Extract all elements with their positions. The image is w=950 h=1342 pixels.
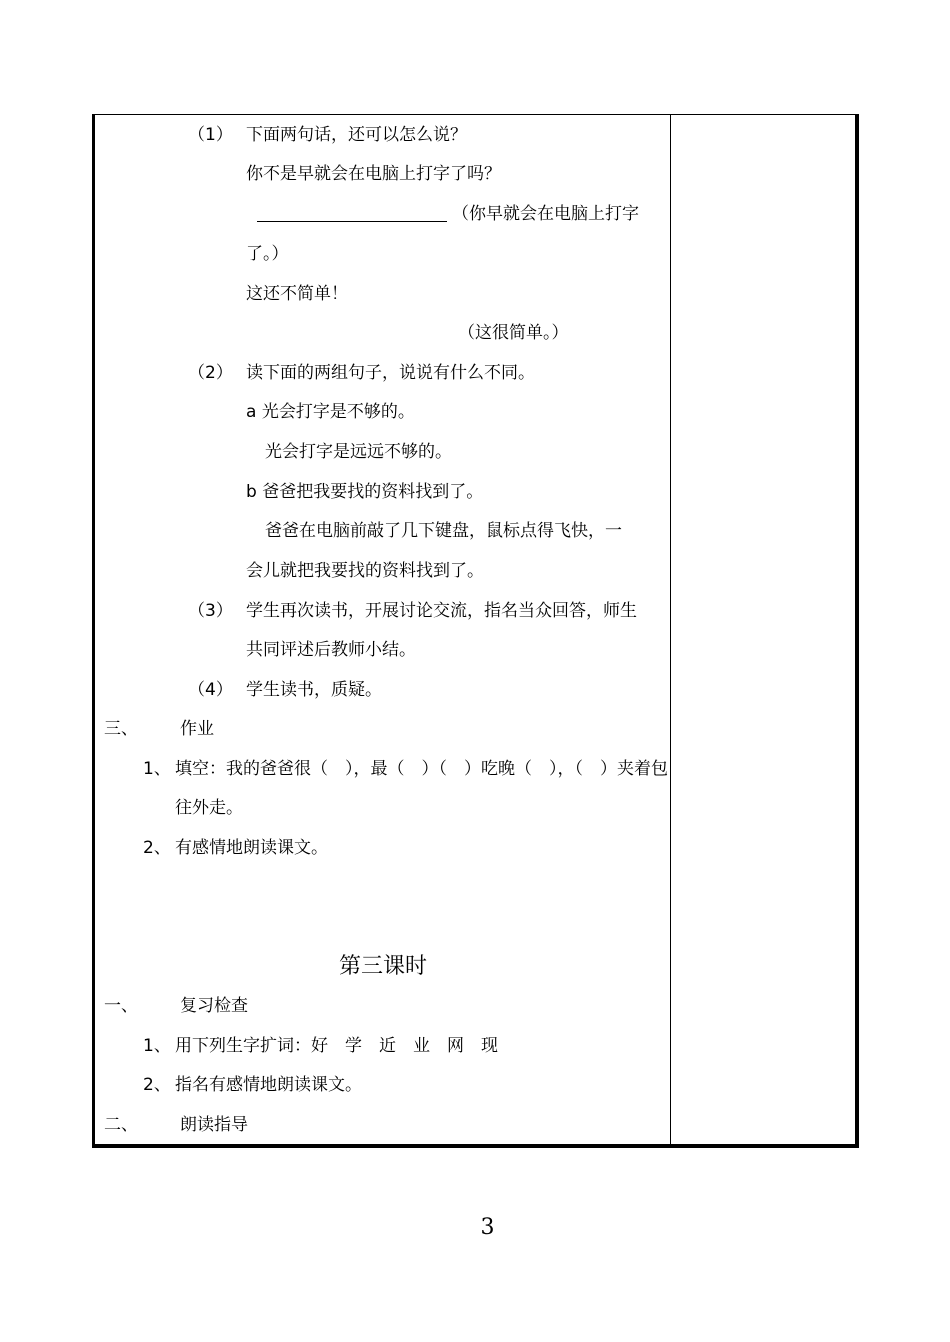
section-number: 三、: [104, 719, 138, 739]
step-text: 用下列生字扩词：好 学 近 业 网 现: [175, 1036, 498, 1056]
question-text: 下面两句话，还可以怎么说？: [246, 125, 467, 145]
section-title: 朗读指导: [180, 1115, 248, 1135]
item-number: （3）: [188, 601, 233, 621]
section-number: 二、: [104, 1115, 138, 1135]
homework-text: 填空：我的爸爸很（ ），最（ ）（ ）吃晚（ ），（ ）夹着包: [175, 759, 668, 779]
answer-hint-continued: 了。）: [246, 244, 289, 264]
example-sentence: 这还不简单！: [246, 284, 348, 304]
example-sentence: b 爸爸把我要找的资料找到了。: [246, 482, 484, 502]
homework-text-continued: 往外走。: [175, 798, 243, 818]
step-text: 指名有感情地朗读课文。: [175, 1075, 362, 1095]
section-title: 作业: [180, 719, 214, 739]
lesson-table: [92, 114, 859, 1148]
item-number: （2）: [188, 363, 233, 383]
example-sentence: 你不是早就会在电脑上打字了吗？: [246, 164, 501, 184]
answer-hint: （你早就会在电脑上打字: [452, 204, 639, 224]
question-text: 读下面的两组句子，说说有什么不同。: [246, 363, 535, 383]
example-sentence-continued: 会儿就把我要找的资料找到了。: [246, 561, 484, 581]
page-number: 3: [480, 1215, 495, 1240]
item-number: 1、: [143, 1036, 171, 1056]
item-number: （1）: [188, 125, 233, 145]
example-sentence: 爸爸在电脑前敲了几下键盘，鼠标点得飞快，一: [265, 521, 622, 541]
lesson-heading: 第三课时: [338, 954, 427, 979]
item-number: （4）: [188, 680, 233, 700]
section-title: 复习检查: [180, 996, 248, 1016]
table-column-divider: [670, 114, 671, 1146]
step-text: 学生读书，质疑。: [246, 680, 382, 700]
item-number: 2、: [143, 1075, 171, 1095]
item-number: 2、: [143, 838, 171, 858]
example-sentence: a 光会打字是不够的。: [246, 402, 415, 422]
step-text-continued: 共同评述后教师小结。: [246, 640, 416, 660]
step-text: 学生再次读书，开展讨论交流，指名当众回答，师生: [246, 601, 637, 621]
homework-text: 有感情地朗读课文。: [175, 838, 328, 858]
example-sentence: 光会打字是远远不够的。: [265, 442, 452, 462]
answer-hint: （这很简单。）: [458, 323, 569, 343]
fill-in-blank-line: [257, 221, 447, 222]
section-number: 一、: [104, 996, 138, 1016]
item-number: 1、: [143, 759, 171, 779]
